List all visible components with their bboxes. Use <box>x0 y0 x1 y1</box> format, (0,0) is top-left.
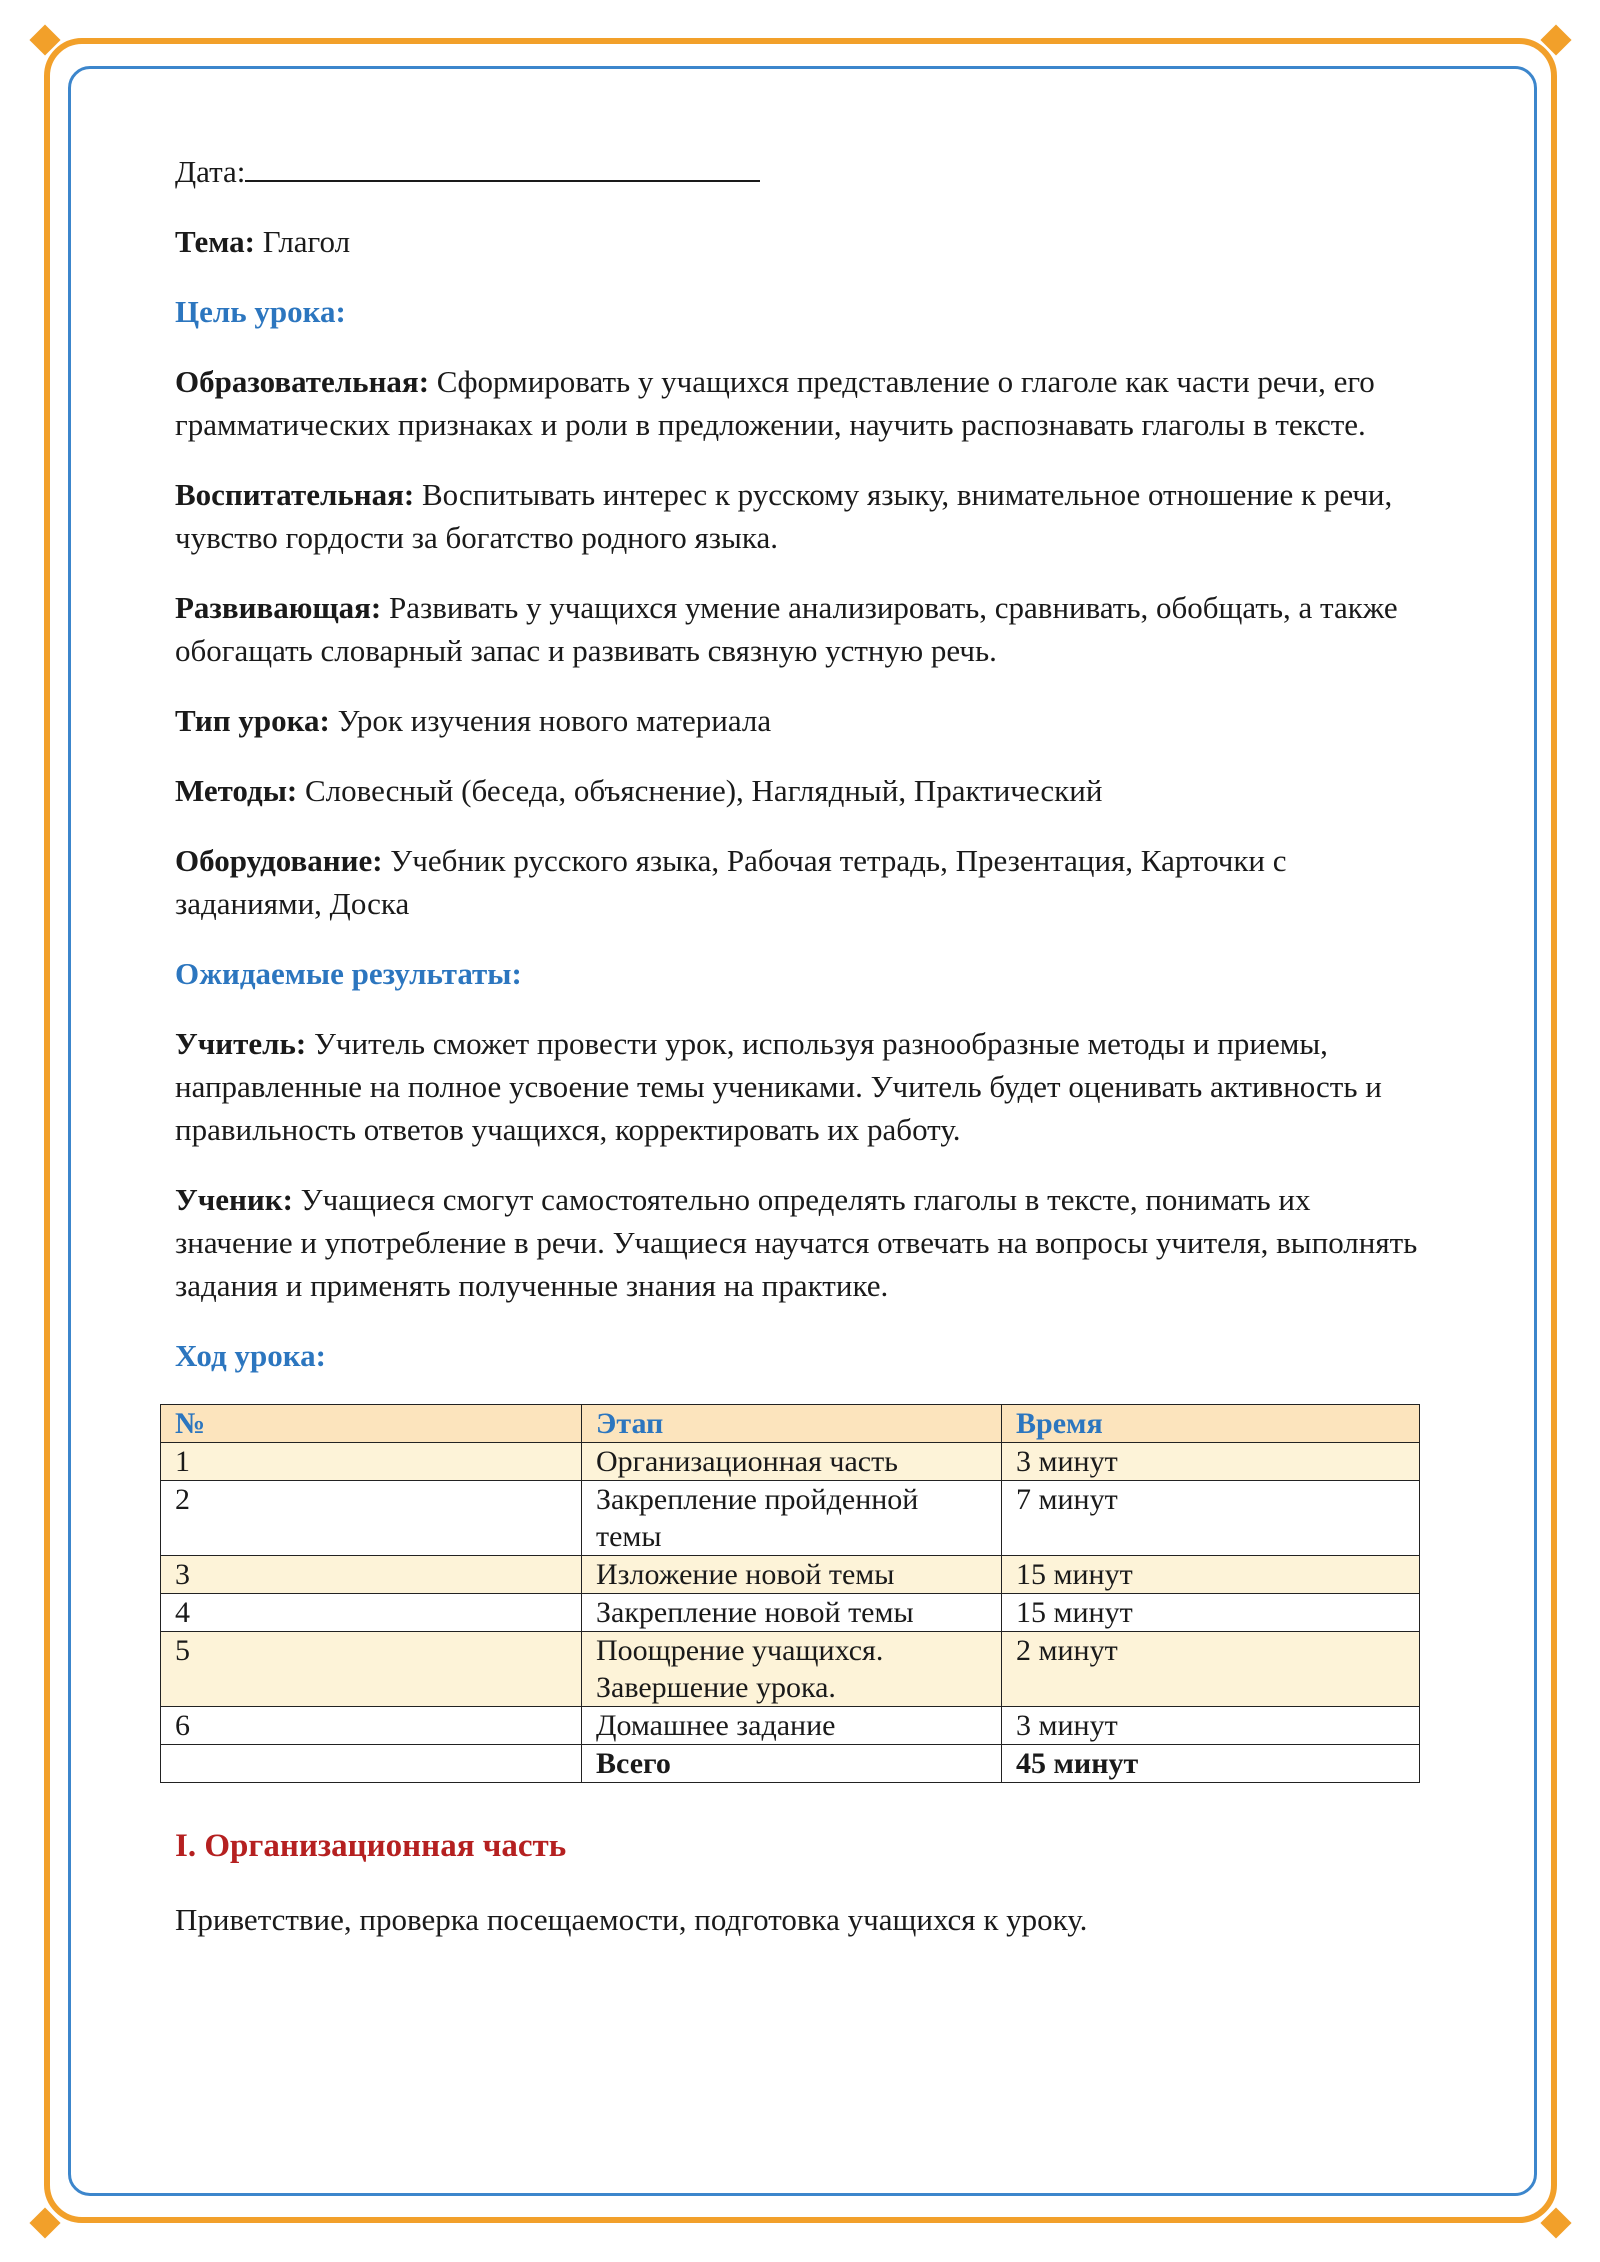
goal-text: Сформировать у учащихся представление о глаголе как части речи, его грамматических признаках и роли в предложении, научить распознавать глаголы в тексте. <box>175 364 1375 442</box>
date-label: Дата: <box>175 154 246 189</box>
lesson-plan-table <box>160 1404 1420 1783</box>
equipment-label: Оборудование: <box>175 843 383 878</box>
goal-developing <box>175 586 1430 672</box>
table-total-label: Всего <box>582 1745 1002 1783</box>
result-text: Учитель сможет провести урок, используя разнообразные методы и приемы, направленные на полное усвоение темы учениками. Учитель будет оценивать активность и правильность ответов учащихся, корректировать их работу. <box>175 1026 1382 1147</box>
table-total-row <box>161 1745 1420 1783</box>
lesson-type-line <box>175 699 1430 742</box>
table-row <box>161 1707 1420 1745</box>
date-field <box>175 150 1430 193</box>
table-cell: 5 <box>161 1632 582 1707</box>
table-cell: Изложение новой темы <box>582 1556 1002 1594</box>
results-heading: Ожидаемые результаты: <box>175 956 522 991</box>
table-cell: 15 минут <box>1002 1594 1420 1632</box>
date-blank-line <box>245 150 760 182</box>
table-cell: 2 <box>161 1481 582 1556</box>
goals-heading: Цель урока: <box>175 294 346 329</box>
table-cell: 3 минут <box>1002 1707 1420 1745</box>
table-header-row <box>161 1405 1420 1443</box>
result-student <box>175 1178 1430 1307</box>
table-row <box>161 1594 1420 1632</box>
table-row <box>161 1443 1420 1481</box>
result-label: Учитель: <box>175 1026 307 1061</box>
goal-label: Воспитательная: <box>175 477 415 512</box>
methods-value: Словесный (беседа, объяснение), Наглядный, Практический <box>305 773 1103 808</box>
table-row <box>161 1556 1420 1594</box>
methods-label: Методы: <box>175 773 298 808</box>
table-cell: 4 <box>161 1594 582 1632</box>
table-row <box>161 1632 1420 1707</box>
goal-text: Развивать у учащихся умение анализировать, сравнивать, обобщать, а также обогащать словарный запас и развивать связную устную речь. <box>175 590 1398 668</box>
table-cell: Домашнее задание <box>582 1707 1002 1745</box>
table-header-cell: № <box>161 1405 582 1443</box>
equipment-value: Учебник русского языка, Рабочая тетрадь, Презентация, Карточки с заданиями, Доска <box>175 843 1287 921</box>
table-row <box>161 1481 1420 1556</box>
topic-value: Глагол <box>262 224 351 259</box>
topic-line <box>175 220 1430 263</box>
section-heading: I. Организационная часть <box>175 1828 567 1864</box>
table-cell: 1 <box>161 1443 582 1481</box>
goal-text: Воспитывать интерес к русскому языку, внимательное отношение к речи, чувство гордости за богатство родного языка. <box>175 477 1393 555</box>
goal-upbringing <box>175 473 1430 559</box>
table-cell <box>161 1745 582 1783</box>
table-total-value: 45 минут <box>1002 1745 1420 1783</box>
lesson-type-label: Тип урока: <box>175 703 330 738</box>
equipment-line <box>175 839 1430 925</box>
result-label: Ученик: <box>175 1182 293 1217</box>
table-header-cell: Время <box>1002 1405 1420 1443</box>
result-text: Учащиеся смогут самостоятельно определять глаголы в тексте, понимать их значение и употребление в речи. Учащиеся научатся отвечать на вопросы учителя, выполнять задания и применять полученные знания на практике. <box>175 1182 1418 1303</box>
goal-label: Образовательная: <box>175 364 430 399</box>
table-cell: 2 минут <box>1002 1632 1420 1707</box>
methods-line <box>175 769 1430 812</box>
table-cell: 7 минут <box>1002 1481 1420 1556</box>
goal-label: Развивающая: <box>175 590 382 625</box>
progress-heading: Ход урока: <box>175 1338 326 1373</box>
section-text: Приветствие, проверка посещаемости, подготовка учащихся к уроку. <box>175 1902 1088 1937</box>
table-cell: Организационная часть <box>582 1443 1002 1481</box>
table-cell: 15 минут <box>1002 1556 1420 1594</box>
table-cell: Поощрение учащихся. Завершение урока. <box>582 1632 1002 1707</box>
document-body <box>175 150 1430 1968</box>
table-cell: 3 минут <box>1002 1443 1420 1481</box>
lesson-type-value: Урок изучения нового материала <box>337 703 772 738</box>
goal-educational <box>175 360 1430 446</box>
result-teacher <box>175 1022 1430 1151</box>
table-cell: Закрепление новой темы <box>582 1594 1002 1632</box>
table-header-cell: Этап <box>582 1405 1002 1443</box>
table-cell: 6 <box>161 1707 582 1745</box>
table-cell: 3 <box>161 1556 582 1594</box>
table-cell: Закрепление пройденной темы <box>582 1481 1002 1556</box>
topic-label: Тема: <box>175 224 255 259</box>
